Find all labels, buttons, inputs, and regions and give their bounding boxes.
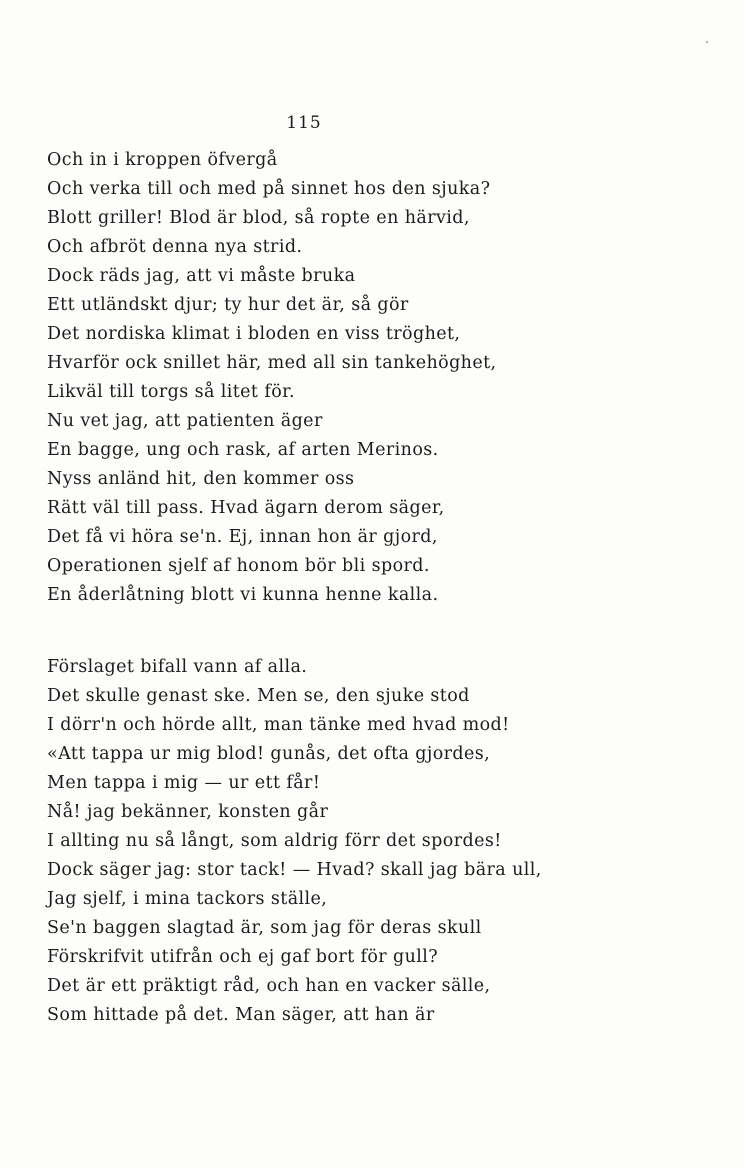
verse-line: Hvarför ock snillet här, med all sin tankehöghet, [47, 353, 497, 373]
verse-line: Och in i kroppen öfvergå [47, 150, 278, 170]
verse-line: Men tappa i mig — ur ett får! [47, 773, 321, 793]
paper-speck [706, 41, 708, 43]
page-number: 115 [286, 113, 322, 133]
stanza-2 [47, 653, 607, 1030]
verse-line: Likväl till torgs så litet för. [47, 382, 295, 402]
verse-line: Nå! jag bekänner, konsten går [47, 802, 329, 822]
verse-line: Blott griller! Blod är blod, så ropte en härvid, [47, 208, 470, 228]
verse-line: I allting nu så långt, som aldrig förr det spordes! [47, 831, 502, 851]
verse-line: Det är ett präktigt råd, och han en vacker sälle, [47, 976, 491, 996]
stanza-1 [47, 146, 607, 610]
verse-line: Jag sjelf, i mina tackors ställe, [47, 889, 328, 909]
verse-line: Ett utländskt djur; ty hur det är, så gör [47, 295, 409, 315]
verse-line: I dörr'n och hörde allt, man tänke med hvad mod! [47, 715, 510, 735]
verse-line: Som hittade på det. Man säger, att han är [47, 1005, 435, 1025]
verse-line: Det skulle genast ske. Men se, den sjuke stod [47, 686, 470, 706]
verse-line: En åderlåtning blott vi kunna henne kalla. [47, 585, 439, 605]
verse-line: «Att tappa ur mig blod! gunås, det ofta gjordes, [47, 744, 491, 764]
verse-line: Förslaget bifall vann af alla. [47, 657, 308, 677]
verse-line: En bagge, ung och rask, af arten Merinos. [47, 440, 439, 460]
verse-line: Förskrifvit utifrån och ej gaf bort för gull? [47, 947, 439, 967]
verse-line: Och verka till och med på sinnet hos den sjuka? [47, 179, 491, 199]
verse-line: Och afbröt denna nya strid. [47, 237, 303, 257]
verse-line: Se'n baggen slagtad är, som jag för deras skull [47, 918, 482, 938]
verse-line: Operationen sjelf af honom bör bli spord. [47, 556, 430, 576]
verse-line: Dock säger jag: stor tack! — Hvad? skall jag bära ull, [47, 860, 542, 880]
verse-line: Nyss anländ hit, den kommer oss [47, 469, 355, 489]
verse-line: Rätt väl till pass. Hvad ägarn derom säger, [47, 498, 445, 518]
verse-line: Dock räds jag, att vi måste bruka [47, 266, 356, 286]
verse-line: Det få vi höra se'n. Ej, innan hon är gjord, [47, 527, 438, 547]
verse-line: Det nordiska klimat i bloden en viss tröghet, [47, 324, 461, 344]
verse-line: Nu vet jag, att patienten äger [47, 411, 323, 431]
